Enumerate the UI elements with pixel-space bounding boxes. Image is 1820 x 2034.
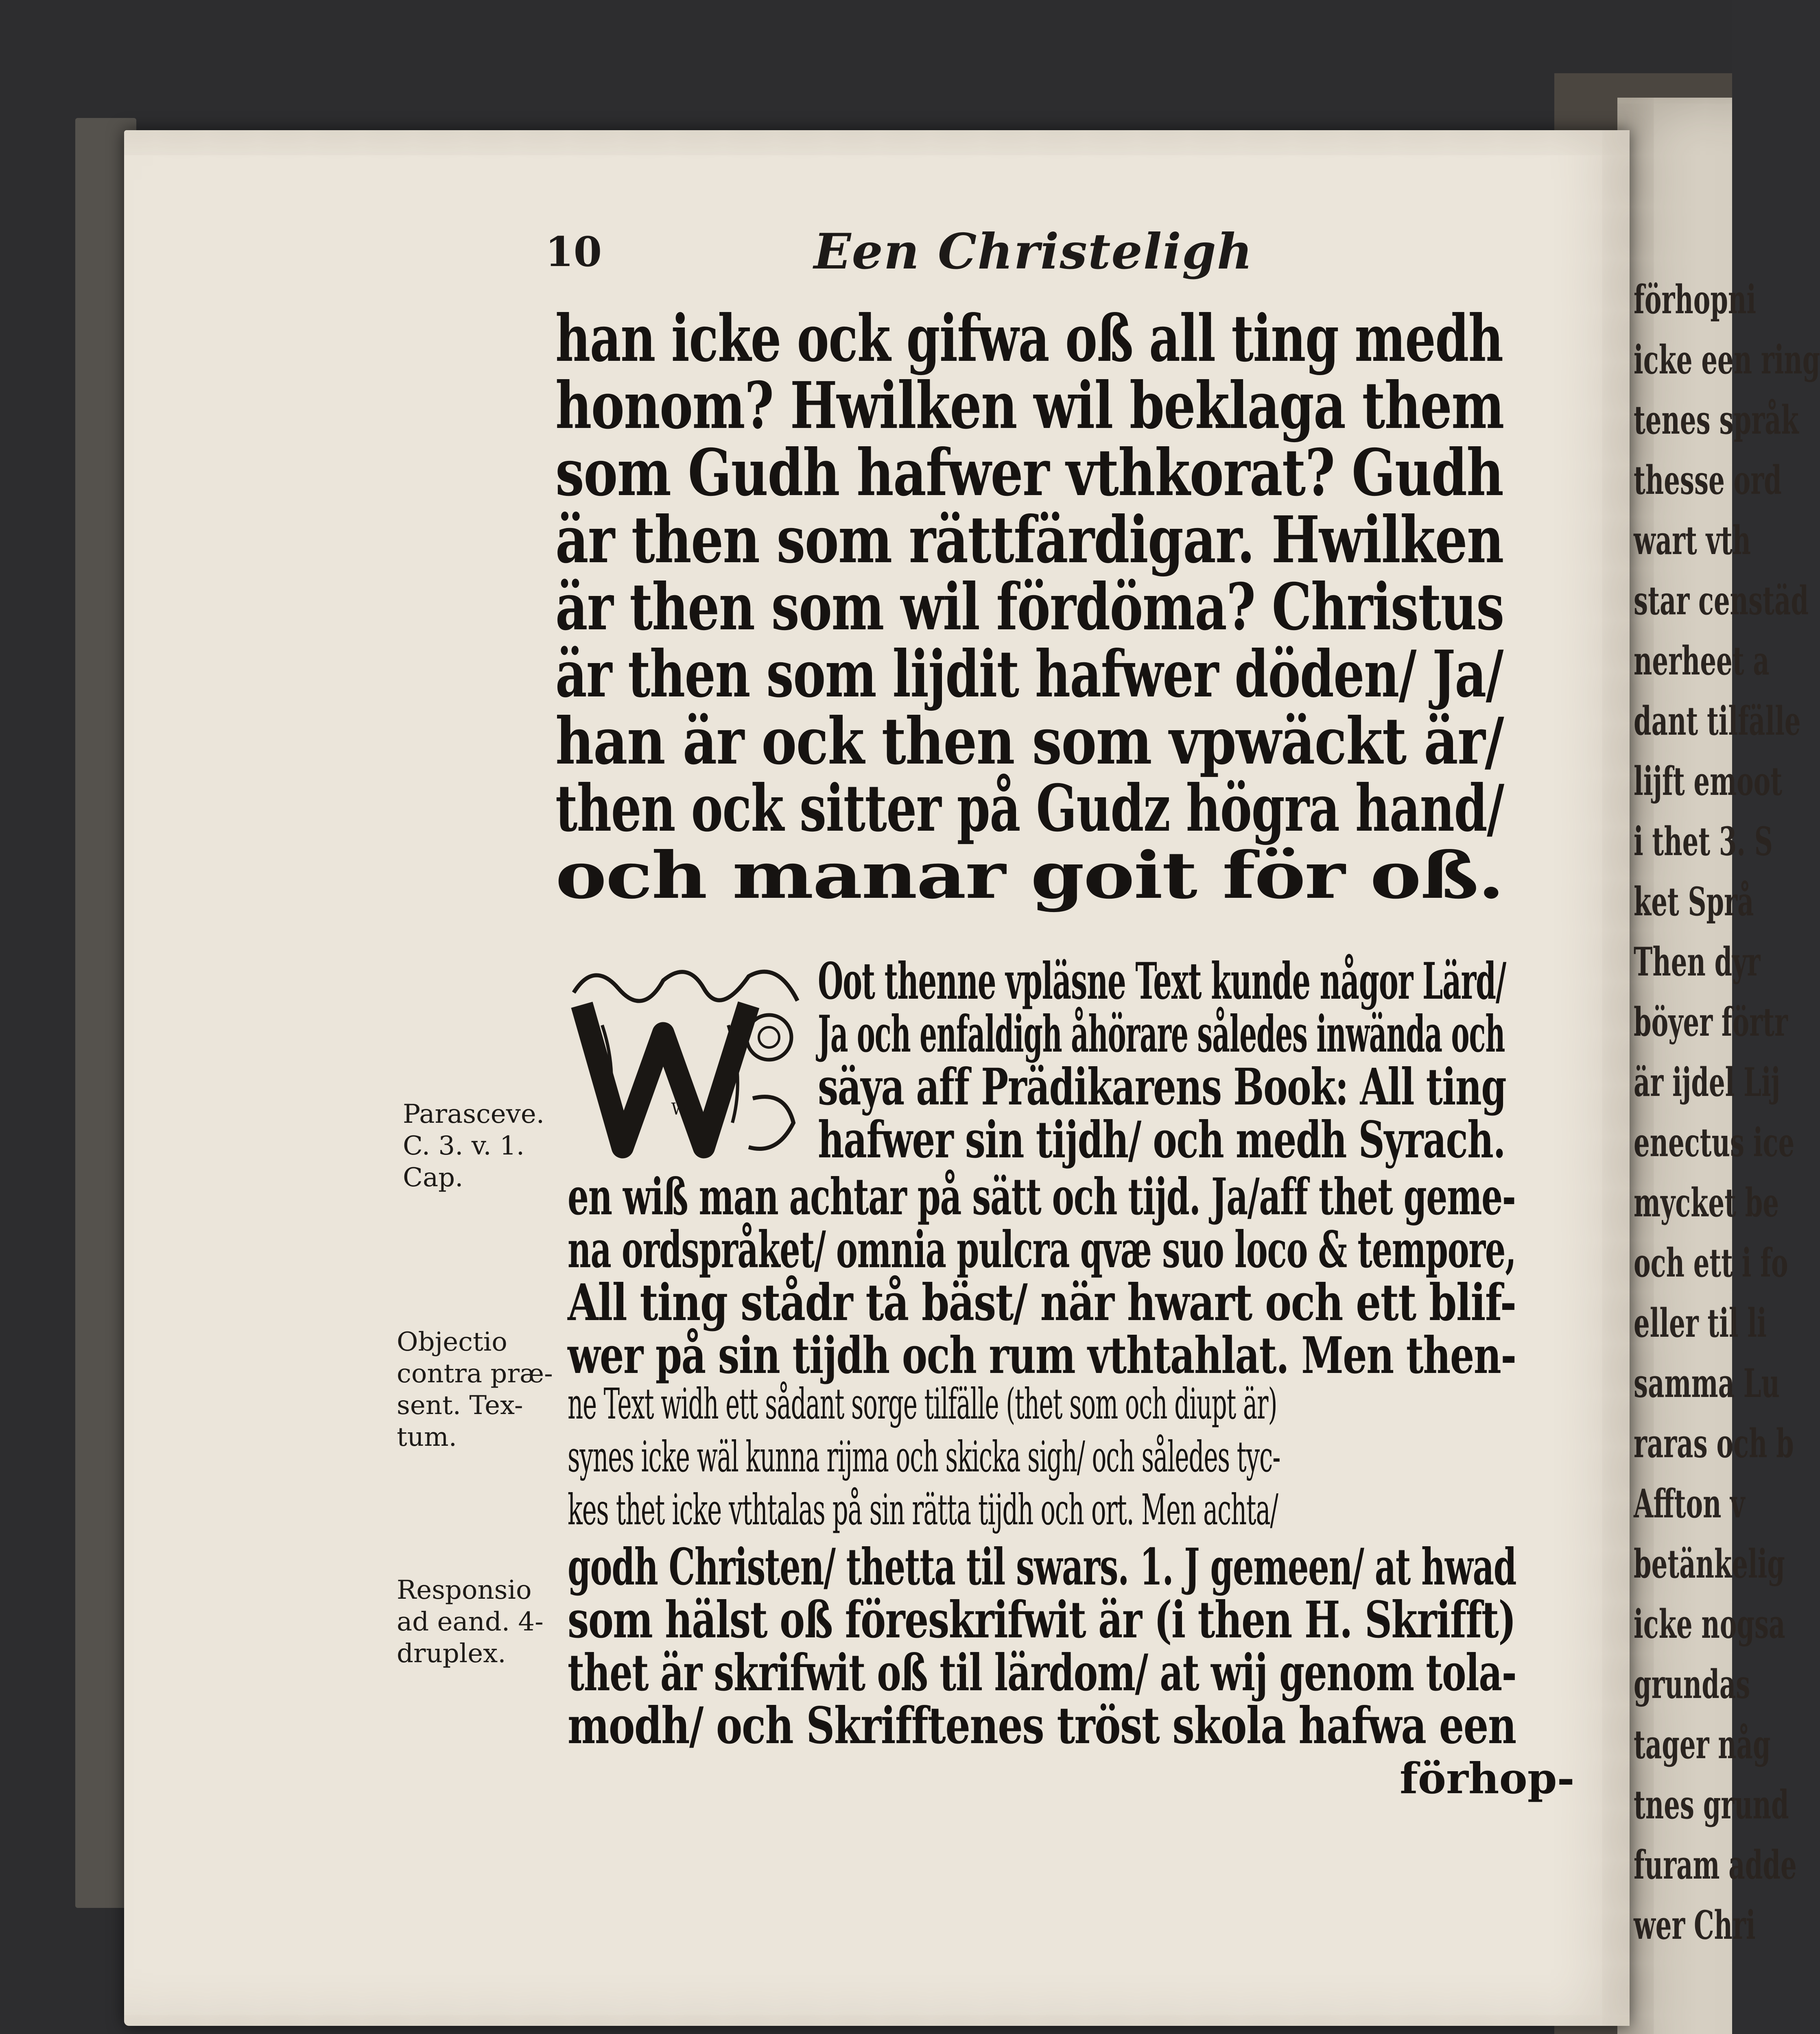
facing-page-line: tenes språk (1634, 397, 1799, 443)
text-line: All ting stådr tå bäst/ när hwart och ett blif- (568, 1273, 1516, 1332)
text-line: wer på sin tijdh och rum vthtahlat. Men then- (568, 1326, 1516, 1385)
margin-note-line: tum. (397, 1422, 457, 1452)
facing-page-line: raras och b (1634, 1421, 1794, 1467)
text-line: thet är skrifwit oß til lärdom/ at wij genom tola- (568, 1643, 1516, 1702)
facing-page-line: och ett i fo (1634, 1240, 1788, 1286)
running-title: Een Christeligh (814, 223, 1254, 280)
facing-page-line: icke nogsa (1634, 1601, 1785, 1647)
margin-note-line: Responsio (397, 1575, 532, 1605)
text-line: na ordspråket/ omnia pulcra qvæ suo loco & tempore, (568, 1220, 1516, 1279)
margin-note-line: contra præ- (397, 1359, 553, 1389)
facing-page-line: lijft emoot (1634, 758, 1783, 804)
facing-page-line: betänkelig (1634, 1541, 1785, 1587)
text-line: modh/ och Skrifftenes tröst skola hafwa een (568, 1696, 1516, 1755)
margin-note-line: ad eand. 4- (397, 1607, 544, 1637)
facing-page-line: samma Lu (1634, 1360, 1780, 1406)
margin-note-line: C. 3. v. 1. (403, 1131, 525, 1161)
facing-page-line: böyer förtr (1634, 999, 1788, 1045)
text-line: synes icke wäl kunna rijma och skicka sigh/ och således tyc- (568, 1432, 1280, 1482)
margin-note-line: Objectio (397, 1327, 507, 1357)
text-line: som hälst oß föreskrifwit är (i then H. Skrifft) (568, 1591, 1516, 1650)
facing-page-line: tnes grund (1634, 1782, 1789, 1828)
facing-page-line: dant tilfälle (1634, 698, 1801, 744)
text-line: then ock sitter på Gudz högra hand/ (555, 771, 1504, 846)
facing-page-line: icke een ring (1634, 337, 1820, 383)
facing-page-line: tager någ (1634, 1722, 1771, 1768)
facing-page-line: enectus ice (1634, 1120, 1795, 1165)
margin-note-line: Parasceve. (403, 1099, 545, 1129)
margin-note-parasceve (403, 1098, 544, 1194)
facing-page-line: är ijdel Lij (1634, 1059, 1781, 1105)
facing-page-line: eller til li (1634, 1300, 1767, 1346)
initial-letter-text: W (671, 1100, 688, 1119)
text-line: som Gudh hafwer vthkorat? Gudh (555, 435, 1503, 511)
text-line: hafwer sin tijdh/ och medh Syrach. (818, 1111, 1505, 1170)
text-line: en wiß man achtar på sätt och tijd. Ja/aff thet geme- (568, 1168, 1516, 1227)
facing-page-line: furam adde (1634, 1842, 1797, 1888)
text-line: är then som lijdit hafwer döden/ Ja/ (555, 637, 1503, 712)
text-line: han är ock then som vpwäckt är/ (555, 704, 1504, 779)
facing-page-line: thesse ord (1634, 457, 1782, 503)
text-line: säya aff Prädikarens Book: All ting (818, 1058, 1506, 1117)
decorated-initial-letter (557, 944, 810, 1172)
margin-note-line: sent. Tex- (397, 1390, 523, 1421)
facing-page-line: Then dyr (1634, 939, 1761, 985)
text-line: ne Text widh ett sådant sorge tilfälle (thet som och diupt är) (568, 1379, 1277, 1429)
text-line: är then som wil fördöma? Christus (555, 570, 1504, 645)
text-line: kes thet icke vthtalas på sin rätta tijdh och ort. Men achta/ (568, 1485, 1278, 1534)
margin-note-line: Cap. (403, 1163, 463, 1193)
text-line: och manar goit för oß. (555, 838, 1504, 913)
page-number: 10 (545, 228, 602, 276)
facing-page-line: förhopni (1634, 277, 1757, 323)
text-line: Oot thenne vpläsne Text kunde någor Lärd/ (818, 952, 1506, 1011)
facing-page-line: Affton v (1634, 1481, 1745, 1527)
text-line: godh Christen/ thetta til swars. 1. J gemeen/ at hwad (568, 1538, 1516, 1597)
facing-page-line: nerheet a (1634, 638, 1770, 684)
margin-note-line: druplex. (397, 1639, 506, 1669)
facing-page-line: i thet 3. S (1634, 818, 1773, 864)
margin-note-objectio (397, 1326, 553, 1453)
text-line: honom? Hwilken wil beklaga them (555, 368, 1504, 443)
facing-page-line: grundas (1634, 1661, 1750, 1707)
text-line: Ja och enfaldigh åhörare således inwända och (818, 1005, 1505, 1064)
facing-page (1617, 98, 1820, 2034)
catchword: förhop- (1400, 1753, 1575, 1803)
text-line: han icke ock gifwa oß all ting medh (555, 301, 1503, 376)
facing-page-line: wer Chri (1634, 1902, 1756, 1948)
facing-page-line: wart vth (1634, 517, 1751, 563)
facing-page-line: ket Språ (1634, 879, 1754, 925)
facing-page-line: mycket be (1634, 1180, 1779, 1226)
facing-page-line: star censtäd (1634, 578, 1809, 624)
text-line: är then som rättfärdigar. Hwilken (555, 502, 1503, 578)
margin-note-responsio (397, 1574, 544, 1670)
